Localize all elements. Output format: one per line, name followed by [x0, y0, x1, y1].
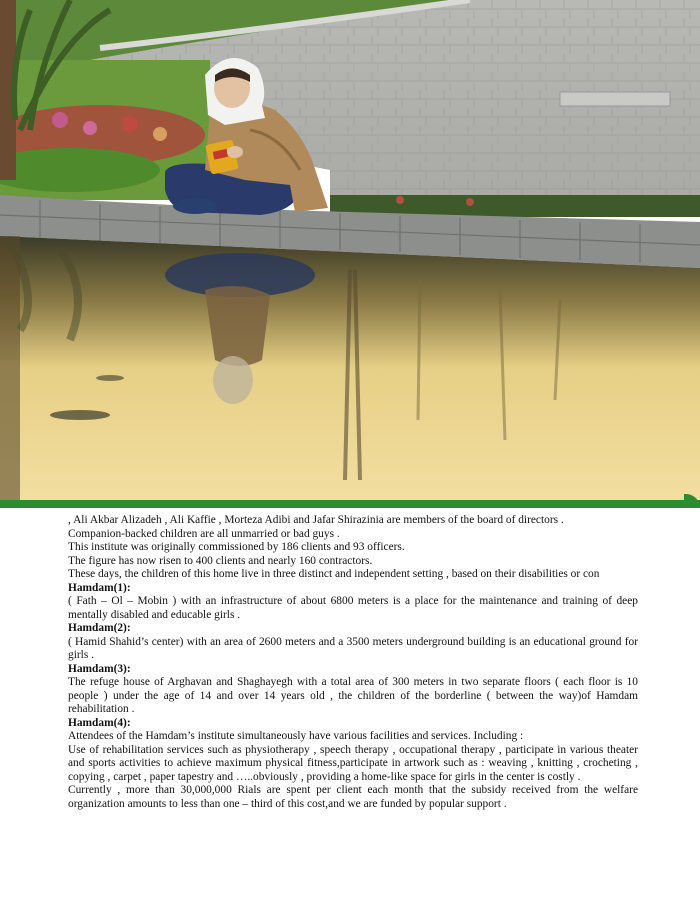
heading-hamdam-4: Hamdam(4):: [68, 716, 131, 729]
paragraph-board-members: , Ali Akbar Alizadeh , Ali Kaffie , Morteza Adibi and Jafar Shirazinia are members of the board of directors .: [68, 514, 564, 526]
heading-hamdam-1: Hamdam(1):: [68, 581, 131, 594]
paragraph-hamdam-1: ( Fath – Ol – Mobin ) with an infrastructure of about 6800 meters is a place for the maintenance and training of deep mentally disabled and educable girls .: [68, 595, 638, 621]
paragraph-services: Use of rehabilitation services such as physiotherapy , speech therapy , occupational therapy , participate in various theater and sports activities to achieve maximum physical fitness,participate in artwork such as : weaving , knitting , crocheting , copying , carpet , paper tapestry and …..obviously , providing a home-like space for girls in the center is costly .: [68, 743, 638, 783]
paragraph-commission: This institute was originally commissioned by 186 clients and 93 officers.: [68, 541, 405, 553]
article-body: [68, 514, 638, 811]
green-divider-rule: [0, 500, 700, 508]
heading-hamdam-2: Hamdam(2):: [68, 622, 131, 634]
paragraph-hamdam-3: The refuge house of Arghavan and Shaghayegh with a total area of 300 meters in two separate floors ( each floor is 10 people ) under the age of 14 and over 14 years old , the children of the borderline ( between the way)of Hamdam rehabilitation .: [68, 676, 638, 715]
paragraph-settings: These days, the children of this home live in three distinct and independent setting , based on their disabilities or con: [68, 568, 600, 580]
heading-hamdam-3: Hamdam(3):: [68, 662, 131, 675]
paragraph-figure: The figure has now risen to 400 clients and nearly 160 contractors.: [68, 554, 373, 567]
paragraph-funding: Currently , more than 30,000,000 Rials are spent per client each month that the subsidy received from the welfare organization amounts to less than one – third of this cost,and we are funded by popular support .: [68, 784, 638, 810]
paragraph-attendees: Attendees of the Hamdam’s institute simultaneously have various facilities and services. Including :: [68, 730, 524, 742]
paragraph-children: Companion-backed children are all unmarried or bad guys .: [68, 527, 340, 540]
paragraph-hamdam-2: ( Hamid Shahid’s center) with an area of 2600 meters and a 3500 meters underground building is an educational ground for girls .: [68, 635, 638, 661]
